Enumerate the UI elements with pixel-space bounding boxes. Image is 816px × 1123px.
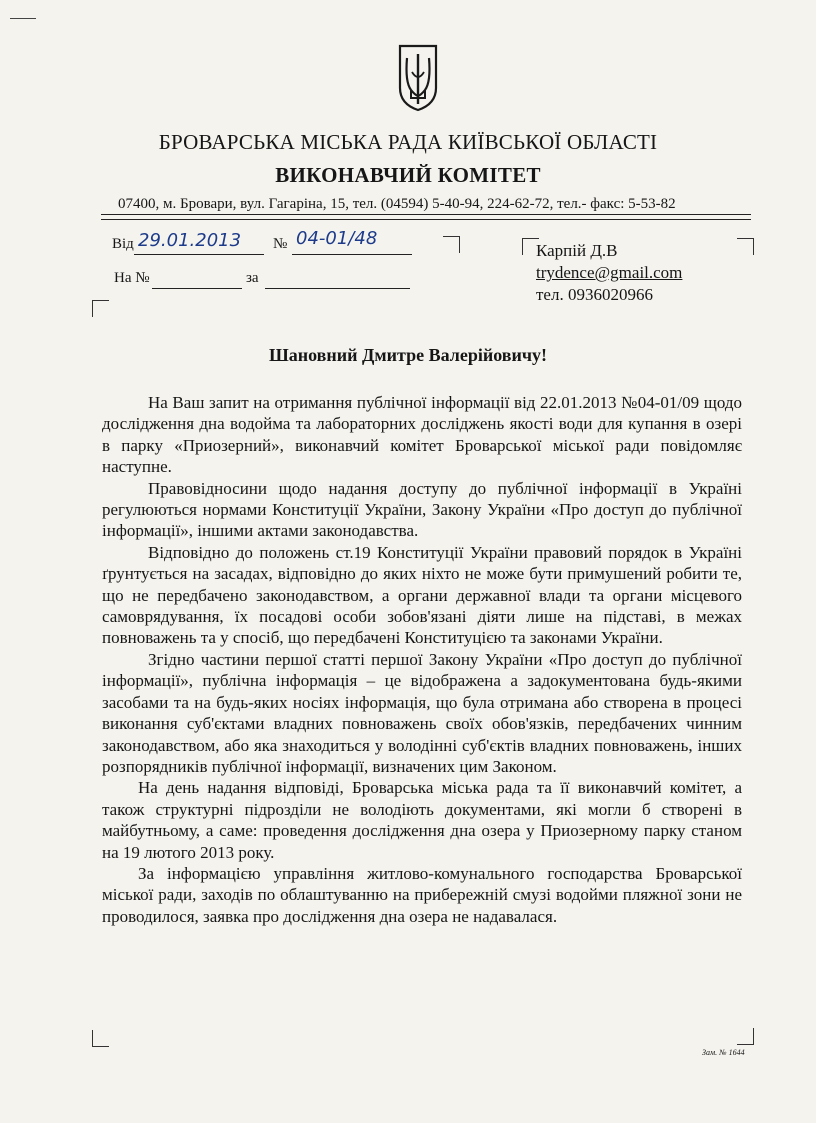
- paragraph: На день надання відповіді, Броварська міська рада та її виконавчий комітет, а також структурні підрозділи не володіють документами, які могли б створені в майбутньому, а саме: проведення дослідження дна озера у Приозерному парку станом на 19 лютого 2013 року.: [102, 778, 742, 862]
- council-address: 07400, м. Бровари, вул. Гагаріна, 15, тел. (04594) 5-40-94, 224-62-72, тел.- факс: 5-53-82: [118, 196, 676, 212]
- recipient-phone: тел. 0936020966: [536, 285, 653, 304]
- salutation: Шановний Дмитре Валерійовичу!: [268, 345, 548, 365]
- scan-mark: [10, 18, 36, 19]
- trident-emblem-icon: [397, 42, 439, 112]
- reply-label: На №: [114, 270, 150, 286]
- corner-bracket: [737, 1028, 754, 1045]
- recipient-name: Карпій Д.В: [536, 241, 618, 260]
- committee-name: ВИКОНАВЧИЙ КОМІТЕТ: [275, 163, 541, 187]
- paragraph: Правовідносини щодо надання доступу до публічної інформації в Україні регулюються нормами Конституції України, Закону України «Про доступ до публічної інформації», іншими актами законодавства.: [102, 478, 742, 541]
- corner-bracket: [443, 236, 460, 253]
- number-label: №: [273, 236, 288, 252]
- print-reference: Зам. № 1644: [702, 1048, 745, 1057]
- header-rule: [101, 214, 751, 215]
- date-underline: [134, 254, 264, 255]
- letter-body: [102, 392, 742, 927]
- reply-number-line: [152, 288, 242, 289]
- council-name: БРОВАРСЬКА МІСЬКА РАДА КИЇВСЬКОЇ ОБЛАСТІ: [158, 130, 658, 154]
- paragraph: Відповідно до положень ст.19 Конституції України правовий порядок в Україні ґрунтується на засадах, відповідно до яких ніхто не може бути примушений робити те, що не передбачено законодавством, а органи державної влади та органи місцевого самоврядування, їх посадові особи зобов'язані діяти лише на підставі, в межах повноважень та у спосіб, що передбачені Конституцією та законами України.: [102, 542, 742, 648]
- number-underline: [292, 254, 412, 255]
- reply-za-label: за: [246, 270, 259, 286]
- header-rule-thin: [101, 219, 751, 220]
- paragraph: За інформацією управління житлово-комунального господарства Броварської міської ради, заходів по облаштуванню на прибережній смузі водойми пляжної зони не проводилося, заявка про дослідження дна озера не надавалася.: [102, 863, 742, 926]
- corner-bracket: [92, 300, 109, 317]
- outgoing-number: 04-01/48: [296, 228, 378, 249]
- from-label: Від: [112, 236, 134, 252]
- corner-bracket: [737, 238, 754, 255]
- corner-bracket: [92, 1030, 109, 1047]
- paragraph: Згідно частини першої статті першої Закону України «Про доступ до публічної інформації», публічна інформація – це відображена а задокументована будь-якими засобами та на будь-яких носіях інформація, що була отримана або створена в процесі виконання суб'єктами владних повноважень своїх обов'язків, передбачених чинним законодавством, або яка знаходиться у володінні суб'єктів владних повноважень, інших розпорядників публічної інформації, визначених цим Законом.: [102, 649, 742, 776]
- reply-date-line: [265, 288, 410, 289]
- recipient-block: [536, 240, 682, 306]
- paragraph: На Ваш запит на отримання публічної інформації від 22.01.2013 №04-01/09 щодо дослідження дна водойма та лабораторних досліджень якості води для купання в озері в парку «Приозерний», виконавчий комітет Броварської міської ради повідомляє наступне.: [102, 393, 742, 477]
- recipient-email[interactable]: trydence@gmail.com: [536, 263, 683, 282]
- outgoing-date: 29.01.2013: [138, 230, 242, 251]
